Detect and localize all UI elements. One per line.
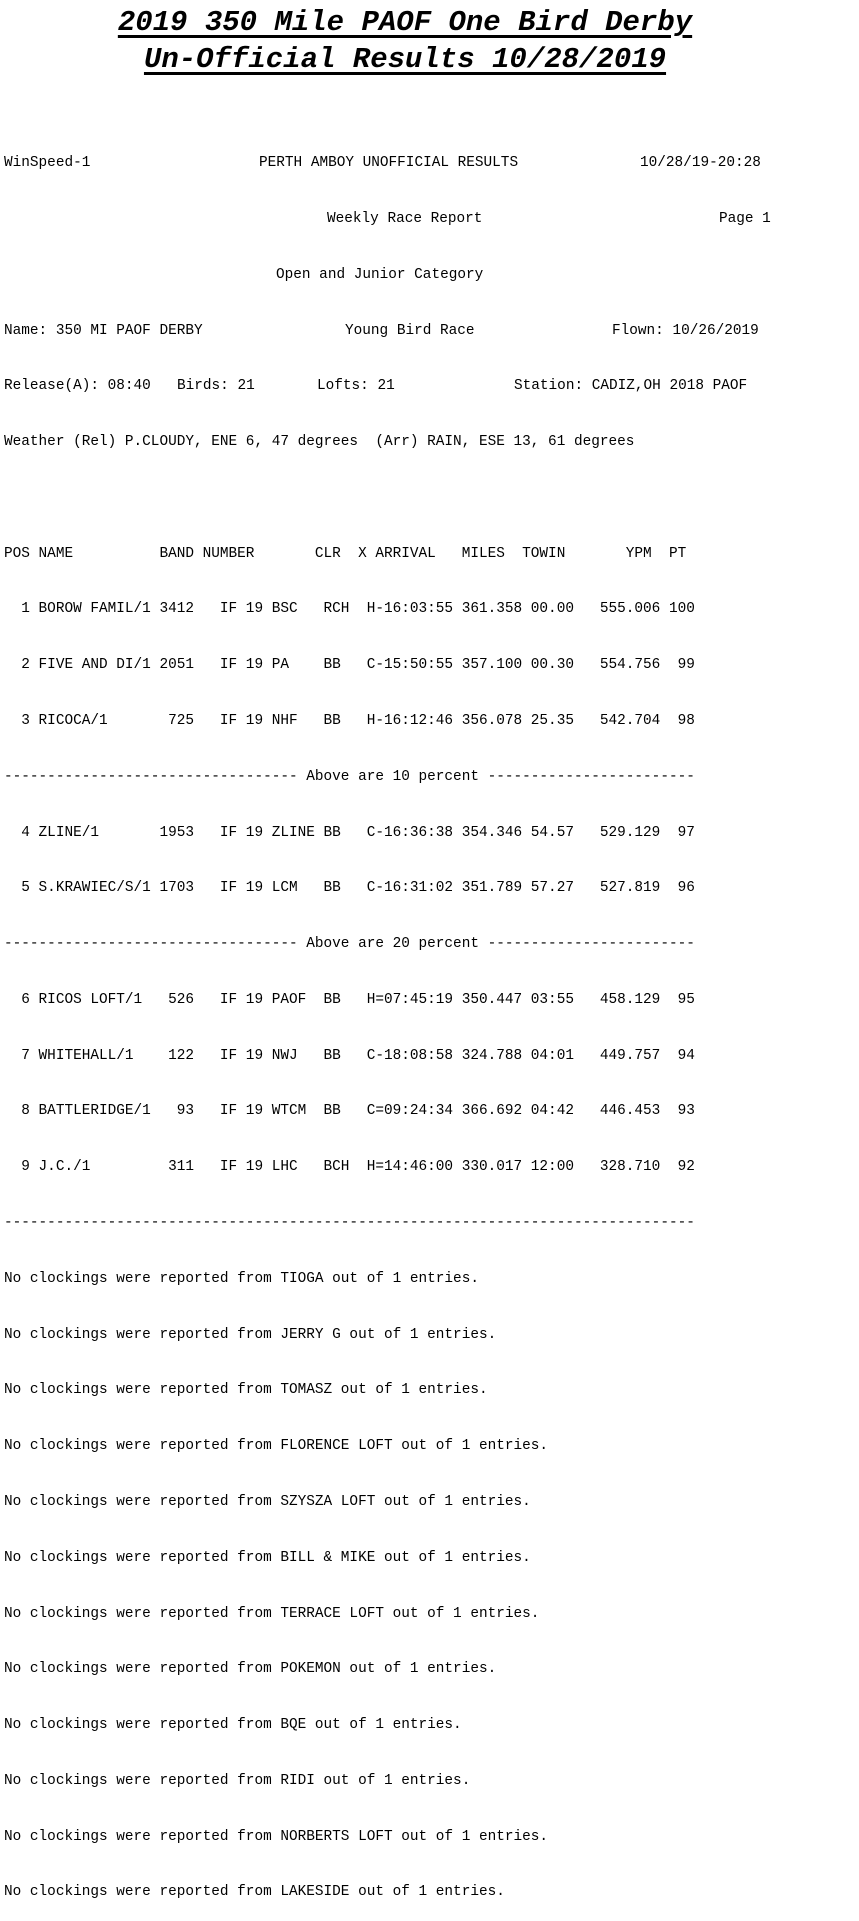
- release-station: Station: CADIZ,OH 2018 PAOF: [514, 378, 748, 395]
- report-datetime: 10/28/19-20:28: [640, 155, 761, 172]
- percent-divider: ---------------------------------- Above are 20 percent ------------------------: [4, 936, 695, 953]
- race-name: Name: 350 MI PAOF DERBY: [4, 322, 203, 339]
- table-row: 2 FIVE AND DI/1 2051 IF 19 PA BB C-15:50:55 357.100 00.30 554.756 99: [4, 657, 695, 674]
- percent-divider: ---------------------------------- Above are 10 percent ------------------------: [4, 768, 695, 785]
- no-clocking-line: No clockings were reported from BILL & MIKE out of 1 entries.: [4, 1549, 531, 1566]
- table-end-divider: --------------------------------------------------------------------------------: [4, 1215, 695, 1232]
- page-number: Page 1: [719, 210, 771, 227]
- software-name: WinSpeed-1: [4, 155, 91, 172]
- race-report: [4, 117, 771, 1921]
- no-clocking-line: No clockings were reported from SZYSZA LOFT out of 1 entries.: [4, 1493, 531, 1510]
- table-row: 1 BOROW FAMIL/1 3412 IF 19 BSC RCH H-16:03:55 361.358 00.00 555.006 100: [4, 601, 695, 618]
- weather-line: Weather (Rel) P.CLOUDY, ENE 6, 47 degrees (Arr) RAIN, ESE 13, 61 degrees: [4, 434, 635, 451]
- no-clocking-line: No clockings were reported from POKEMON out of 1 entries.: [4, 1661, 497, 1678]
- page-title: 2019 350 Mile PAOF One Bird Derby: [117, 6, 693, 39]
- table-row: 7 WHITEHALL/1 122 IF 19 NWJ BB C-18:08:58 324.788 04:01 449.757 94: [4, 1047, 695, 1064]
- no-clocking-line: No clockings were reported from TOMASZ out of 1 entries.: [4, 1382, 488, 1399]
- org-name: PERTH AMBOY UNOFFICIAL RESULTS: [259, 155, 519, 172]
- table-row: 8 BATTLERIDGE/1 93 IF 19 WTCM BB C=09:24:34 366.692 04:42 446.453 93: [4, 1103, 695, 1120]
- no-clocking-line: No clockings were reported from JERRY G out of 1 entries.: [4, 1326, 497, 1343]
- no-clocking-line: No clockings were reported from LAKESIDE out of 1 entries.: [4, 1884, 505, 1901]
- no-clocking-line: No clockings were reported from RIDI out of 1 entries.: [4, 1772, 471, 1789]
- report-type: Weekly Race Report: [327, 210, 483, 227]
- header-line-2: [4, 210, 771, 229]
- no-clocking-line: No clockings were reported from TIOGA out of 1 entries.: [4, 1270, 479, 1287]
- header-line-3: [4, 266, 771, 285]
- birds-count: Birds: 21: [177, 378, 255, 395]
- table-row: 3 RICOCA/1 725 IF 19 NHF BB H-16:12:46 356.078 25.35 542.704 98: [4, 713, 695, 729]
- no-clocking-line: No clockings were reported from TERRACE LOFT out of 1 entries.: [4, 1605, 540, 1622]
- table-row: 5 S.KRAWIEC/S/1 1703 IF 19 LCM BB C-16:31:02 351.789 57.27 527.819 96: [4, 880, 695, 897]
- header-line-5: [4, 377, 771, 396]
- no-clocking-line: No clockings were reported from BQE out of 1 entries.: [4, 1717, 462, 1734]
- table-row: 6 RICOS LOFT/1 526 IF 19 PAOF BB H=07:45:19 350.447 03:55 458.129 95: [4, 991, 695, 1008]
- table-row: 9 J.C./1 311 IF 19 LHC BCH H=14:46:00 330.017 12:00 328.710 92: [4, 1159, 695, 1176]
- race-type: Young Bird Race: [345, 322, 475, 339]
- table-row: 4 ZLINE/1 1953 IF 19 ZLINE BB C-16:36:38 354.346 54.57 529.129 97: [4, 824, 695, 841]
- release-time: Release(A): 08:40: [4, 378, 151, 395]
- header-line-1: [4, 154, 771, 173]
- header-line-4: [4, 322, 771, 341]
- page-subtitle: Un-Official Results 10/28/2019: [143, 43, 667, 76]
- race-category: Open and Junior Category: [276, 266, 484, 283]
- flown-date: Flown: 10/26/2019: [612, 322, 759, 339]
- no-clocking-line: No clockings were reported from FLORENCE LOFT out of 1 entries.: [4, 1438, 549, 1455]
- lofts-count: Lofts: 21: [317, 378, 395, 395]
- column-headers: POS NAME BAND NUMBER CLR X ARRIVAL MILES TOWIN YPM PT: [4, 545, 687, 562]
- no-clocking-line: No clockings were reported from NORBERTS LOFT out of 1 entries.: [4, 1828, 549, 1845]
